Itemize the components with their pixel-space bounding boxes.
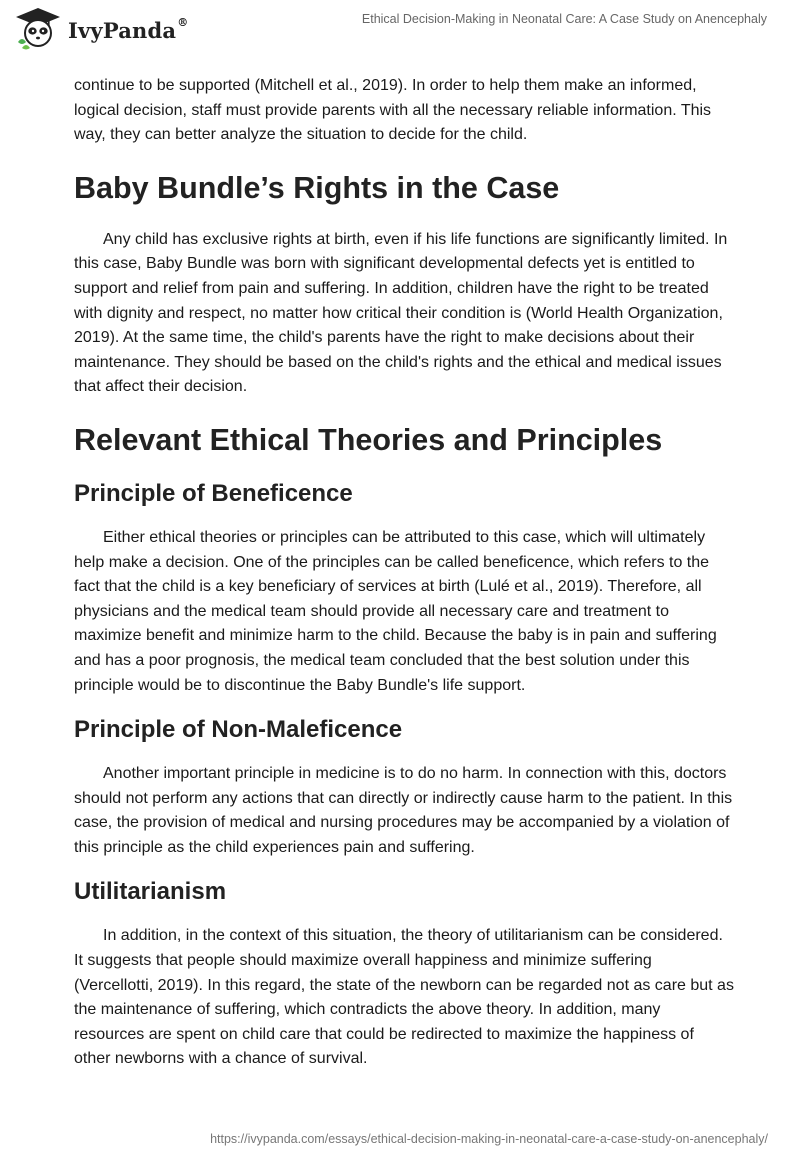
ivypanda-logo[interactable] [14,6,188,50]
page-header [0,0,800,70]
paragraph-intro: continue to be supported (Mitchell et al., 2019). In order to help them make an informed, logical decision, staff must provide parents with all the necessary reliable information. This way, they can better analyze the situation to decide for the child. [74,77,712,144]
brand-name: IvyPanda® [68,15,189,43]
heading-beneficence: Principle of Beneficence [74,479,353,507]
heading-nonmaleficence: Principle of Non-Maleficence [74,716,403,744]
heading-theories: Relevant Ethical Theories and Principles [74,422,663,457]
paragraph-nonmaleficence: Another important principle in medicine is to do no harm. In connection with this, doctors should not perform any actions that can directly or indirectly cause harm to the patient. In this case, the provision of medical and nursing procedures may be accompanied by a violation of this principle as the child experiences pain and suffering. [74,765,733,856]
heading-utilitarianism: Utilitarianism [74,878,227,906]
heading-rights: Baby Bundle’s Rights in the Case [74,170,560,205]
source-url[interactable]: https://ivypanda.com/essays/ethical-decision-making-in-neonatal-care-a-case-study-on-anencephaly/ [210,1132,768,1146]
paragraph-beneficence: Either ethical theories or principles can be attributed to this case, which will ultimately help make a decision. One of the principles can be called beneficence, which refers to the fact that the child is a key beneficiary of services at birth (Lulé et al., 2019). Therefore, all physicians and the medical team should provide all necessary care and treatment to maximize benefit and minimize harm to the child. Because the baby is in pain and suffering and has a poor prognosis, the medical team concluded that the best solution under this principle would be to discontinue the Baby Bundle's life support. [74,528,717,694]
paragraph-rights: Any child has exclusive rights at birth, even if his life functions are significantly limited. In this case, Baby Bundle was born with significant developmental defects yet is entitled to support and relief from pain and suffering. In addition, children have the right to be treated with dignity and respect, no matter how critical their condition is (World Health Organization, 2019). At the same time, the child's parents have the right to make decisions about their maintenance. They should be based on the child's rights and the ethical and medical issues that affect their decision. [74,230,728,396]
document-title: Ethical Decision-Making in Neonatal Care: A Case Study on Anencephaly [361,12,767,26]
panda-graduate-icon [14,6,62,50]
paragraph-utilitarianism: In addition, in the context of this situation, the theory of utilitarianism can be considered. It suggests that people should maximize overall happiness and minimize suffering (Vercellotti, 2019). In this regard, the state of the newborn can be regarded not as care but as the maintenance of suffering, which contradicts the above theory. In addition, many resources are spent on child care that could be redirected to maximize the happiness of other newborns with a chance of survival. [74,927,734,1068]
essay-content [74,70,734,1072]
